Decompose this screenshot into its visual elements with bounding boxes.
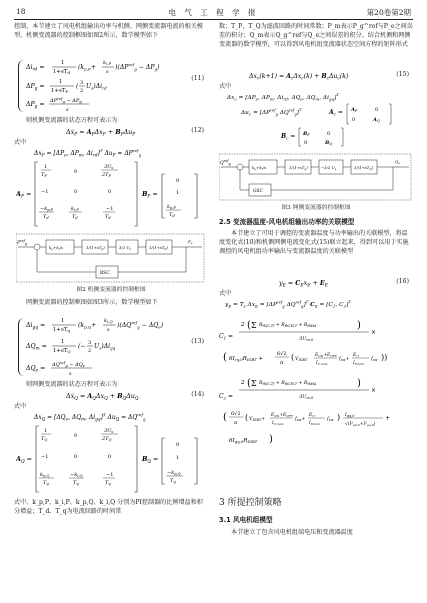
svg-text:2: 2 [80,88,84,94]
paragraph: 数；T_P、T_Q为滤波回路的时间常数；P_m表示P_g^ref与P_e之间误差的积分；Q_m表示Q_g^ref与Q_e之间误差的积分。结合机侧和网侧变流器的数学模型，可以得到风电机组变流器状态空间方程的矩阵形式 [219,23,413,48]
svg-text:kp+ki/s: $k_p+k_i/s$ [49,245,63,251]
issue-info: 第20卷第2期 [366,8,411,17]
svg-text:IC,nom: $I_{C,nom}$ [316,361,328,366]
svg-text:C2 =: $C_2$ = [219,393,234,401]
svg-text:TQ: $T_Q$ [41,436,48,442]
svg-text:Rth(C,T) + RthCH,T + RthHA: $R_{th(C,T)} + R_{thCH,T} + R_{thHA}$ [259,323,317,328]
svg-text:fsw: $f_{sw}$ [371,357,378,362]
svg-text:AQ: $A_Q$ [373,117,380,123]
paragraph: 式中，k_p,P、k_i,P、k_p,Q、k_i,Q 分别为PI控制器的比例增益和积分增益；T_d、T_q为电流回路的时间常 [14,499,203,515]
svg-text:3: 3 [80,80,84,86]
equation-14-vectors [34,410,204,422]
svg-text:Tq: $T_q$ [43,480,49,486]
svg-text:IF,nom: $I_{F,nom}$ [309,421,320,426]
svg-text:0: 0 [304,140,308,146]
svg-text:kp+ki/s: $k_p+k_i/s$ [252,165,266,171]
svg-text:Err: $E_{rr}$ [309,413,316,418]
svg-text:1: 1 [176,190,180,196]
svg-text:0: 0 [74,454,78,460]
svg-text:−kp,P: $-k_{p,P}$ [40,206,54,212]
svg-text:Tq: $T_q$ [170,478,176,484]
where-label: 式中 [219,290,232,297]
figure-3-caption: 图3 网侧变流器的控制框图 [281,205,351,211]
svg-text:+: + [385,415,391,422]
svg-text:0: 0 [375,107,379,113]
svg-text:0: 0 [74,189,78,195]
svg-text:ΔPrefg − ΔPg: $\Delta P^{ref}_g - \Delta P_g$ [50,96,82,104]
svg-text:3: 3 [88,340,92,346]
paragraph: 则机侧变流器的状态方程可表示为 [26,117,118,124]
svg-text:VIGBT: $V_{IGBT}$ [295,357,308,362]
svg-text:TP: $T_P$ [41,172,47,178]
svg-text:Σ: Σ [251,321,257,330]
svg-text:)(ΔQrefg − ΔQe): )$(\Delta Q^{ref}_g - \Delta Q_e)$ [117,320,164,330]
equation-12-vectors [34,146,204,158]
svg-text:1: 1 [44,428,48,434]
svg-text:(: ( [291,353,295,362]
svg-text:AP: $A_P$ [351,107,358,113]
svg-text:Σ: Σ [251,379,257,388]
svg-text:Δxc(k+1) = AcΔxc(k) + BcΔuc(k): $\Delta x_c(k+1) = A_c\Delta x_c(k) + B_c\Delta u_c(k)$ [249,73,349,81]
journal-name: 电 气 工 程 学 报 [168,8,259,17]
svg-text:(: ( [76,83,79,90]
svg-text:π: π [280,360,284,366]
svg-text:1/(1+sTQ): $1/(1+sT_Q)$ [354,165,374,171]
svg-text:ki,Q: $k_{i,Q}$ [104,318,113,324]
svg-text:−kp,Q: $-k_{p,Q}$ [167,470,181,476]
svg-text:BQ: $B_Q$ [325,140,333,146]
svg-text:2: 2 [88,348,92,354]
svg-text:Us)Δird: $U_s)\Delta i_{rd}$ [86,83,107,91]
svg-text:0: 0 [74,169,78,175]
svg-text:C1 =: $C_1$ = [219,333,234,341]
svg-text:Igq,0: $I_{gq,0}$ [345,413,355,418]
svg-text:0: 0 [108,454,112,460]
paragraph: 则网侧变流器的状态方程可表示为 [26,381,118,388]
header-rule [14,19,413,20]
svg-text:fsw: $f_{sw}$ [327,417,334,422]
svg-text:0: 0 [327,131,331,137]
paragraph: 网侧变流器的控制框图如图3所示，数学模型如下 [26,299,158,306]
svg-text:π: π [234,420,238,426]
svg-text:−1: −1 [106,206,114,212]
svg-text:3Um,0: $3U_{m,0}$ [299,336,314,342]
svg-text:kp,P: $k_{p,P}$ [167,204,176,210]
equation-number: (15) [396,71,409,78]
equation-c1-c2 [219,312,413,472]
figure-2-caption: 图2 机侧变流器的控制框图 [76,287,146,293]
matrix-ap-bp [16,160,206,228]
equation-11 [26,58,196,114]
svg-text:yE = CExE + EE: $y_E = C_Ex_E + E_E$ [279,279,328,288]
svg-text:Δxc = [ΔPe, ΔPm, Δird, ΔQe, ΔQ: $\Delta x_c = [\Delta P_e$, $\Delta P_m$, $\Delta i_{rd}$, $\Delta Q_e$, $\Delta Q_m$, $\Delta i_{gq}]^T$ [227,92,339,102]
svg-text:)): )) [381,353,388,362]
svg-text:ki,P: $k_{i,P}$ [71,206,79,212]
svg-text:IF,nom: $I_{F,nom}$ [353,361,364,366]
svg-text:Td: $T_d$ [43,214,49,220]
svg-text:1+sTP: 1+sTP [51,88,69,94]
svg-text:6Irq,0RIGBT +: 6Irq,0RIGBT + [229,356,264,362]
equation-15-vector [227,90,413,102]
svg-text:ki,P: $k_{i,P}$ [103,60,112,66]
svg-text:Pe: $P_e$ [188,239,193,245]
svg-text:AQ =: $A_Q$ = [16,455,32,465]
svg-text:1: 1 [61,318,65,324]
equation-13 [26,316,196,378]
svg-text:(: ( [245,413,249,422]
paragraph: 本节建立了可用于调控的变流器温度与功率输出的关联模型，将温度变化式(10)和机侧网侧电流变化式(15)联立起来，得到可以用于实施调控的风电机组功率输出与变流器温度的关联模型 [219,230,409,255]
svg-text:fsw+: $f_{sw}+$ [339,357,350,362]
equation-brace [18,60,25,112]
svg-text:ΔẋP = APΔxP + BPΔuP: Δẋ$_P$ = $A_P\Delta x_P + B_P\Delta u_P$ [66,128,136,137]
svg-text:−1: −1 [41,189,49,195]
svg-text:Td: $T_d$ [105,214,111,220]
svg-text:): ) [269,434,273,445]
svg-text:6Igq,0RIGBT: 6Igq,0RIGBT [229,438,258,444]
matrix-ac-bc [241,102,401,148]
svg-text:ΔxQ = [ΔQe, ΔQm, Δigq]T Δ: $\Delta x_Q = [\Delta Q_e$, $\Delta Q_m$, $\Delta i_{gq}]^T$ $\Delta u_Q = \Delta Q^{ref}_g$ [34,412,146,422]
svg-text:Δird =: $\Delta i_{rd}$ = [26,64,45,73]
svg-text:2: 2 [241,322,245,328]
svg-text:×: × [371,387,377,394]
svg-text:1: 1 [59,79,63,85]
svg-text:0: 0 [108,189,112,195]
svg-text:s: s [106,69,109,75]
equation-number: (14) [191,391,204,398]
svg-text:√(I²gd,0+I²gq,0): $√(I^2_{gd,0}+I^2_{gq,0})$ [345,422,376,427]
equation-brace [18,318,25,376]
svg-text:(: ( [223,352,227,363]
svg-text:6√2: 6√2 [231,411,241,417]
svg-text:0: 0 [176,178,180,184]
svg-text:(: ( [247,378,251,389]
svg-text:ΔQrefg − ΔQe: $\Delta Q^{ref}_g - \Delta Q_e$ [52,360,85,368]
equation-12 [66,125,166,137]
svg-text:(: ( [223,412,227,423]
svg-text:EON+EOFF: $E_{ON}+E_{OFF}$ [271,413,293,418]
equation-number: (13) [191,338,204,345]
equation-number: (11) [191,75,204,82]
svg-text:): ) [357,320,361,331]
section-3-heading: 3 所提控制策略 [219,498,282,508]
svg-text:3Us: $3U_s$ [104,164,114,170]
paragraph: 控制。本节建立了风电机组输出功率与机侧、网侧变流器电流的相关模型。机侧变流器的控制框图如图2所示，数学模型如下 [14,23,203,39]
svg-text:Qe: $Q_e$ [395,159,401,165]
svg-text:−3/2 Us: −3/2 $U_s$ [321,165,337,171]
svg-text:s: s [66,107,69,113]
svg-text:×: × [371,329,377,336]
svg-text:EON+EOFF: $E_{ON}+E_{OFF}$ [315,353,337,358]
svg-text:ΔPg =: $\Delta P_g$ = [26,83,45,92]
svg-text:ΔxP = [ΔPe, ΔPm, Δird]T Δ: $\Delta x_P = [\Delta P_e$, $\Delta P_m$, $\Delta i_{rd}]^T$ $\Delta u_P = \Delta P^{ref}_g$ [34,148,142,158]
where-label: 式中 [14,403,27,410]
svg-text:1+sTQ: 1+sTQ [53,348,71,354]
svg-text:0: 0 [352,117,356,123]
svg-text:Ac =: $A_c$ = [329,109,343,117]
svg-text:ΔQm =: $\Delta Q_m$ = [26,343,47,352]
svg-text:AP =: $A_P$ = [16,190,32,200]
equation-16 [279,276,369,288]
svg-text:(−: (− [78,343,86,350]
svg-text:s: s [69,371,72,377]
svg-text:ΔPg =: $\Delta P_g$ = [26,101,45,110]
svg-text:−1: −1 [106,472,114,478]
svg-text:1+sTd: 1+sTd [53,69,70,75]
svg-text:6√2: 6√2 [277,351,287,357]
svg-text:Tq: $T_q$ [105,480,111,486]
svg-text:Td: $T_d$ [72,214,78,220]
svg-text:(kp,Q+: ($k_{p,Q}+$ [78,322,97,330]
svg-text:Prefg: $P^{ref}_g$ [17,239,28,246]
figure-2-diagram [16,232,206,284]
where-label: 式中 [14,139,27,146]
where-label: 式中 [219,83,232,90]
svg-text:2: 2 [241,380,245,386]
svg-text:1+sTq: 1+sTq [53,327,70,333]
svg-text:3Um,0: $3U_{m,0}$ [299,394,314,400]
section-2-5-heading: 2.5 变流器温度-风电机组输出功率的关联模型 [219,218,355,226]
svg-text:ΔẋQ = AQΔxQ + BQΔuQ: Δẋ$_Q$ = $A_Q\Delta x_Q + B_Q\Delta u_Q$ [66,392,139,401]
svg-text:−1: −1 [41,454,49,460]
svg-text:BQ =: $B_Q$ = [142,455,159,465]
svg-text:s: s [107,327,110,333]
svg-text:): ) [337,413,341,422]
svg-text:GSC: GSC [253,189,263,194]
equation-15 [249,69,389,81]
svg-text:1/(1+sTP): $1/(1+sT_P)$ [149,245,168,251]
svg-text:kp,Q: $k_{p,Q}$ [40,472,50,478]
svg-text:(kp,P+: ($k_{p,P}+$ [78,64,96,72]
svg-text:): ) [357,378,361,389]
page-header [14,6,413,18]
svg-text:Δigq =: $\Delta i_{gq}$ = [26,322,46,331]
svg-text:(: ( [247,320,251,331]
svg-text:1: 1 [176,455,180,461]
svg-text:)(ΔPrefg − ΔPg): )$(\Delta P^{ref}_g - \Delta P_g)$ [115,62,160,72]
svg-text:Tq: $T_q$ [73,480,79,486]
svg-text:2TQ: $2T_Q$ [102,436,112,442]
svg-text:ΔQe =: $\Delta Q_e$ = [26,365,46,374]
svg-text:Td: $T_d$ [169,212,175,218]
svg-text:BP: $B_P$ [303,131,310,137]
matrix-aq-bq [16,424,206,494]
svg-text:Err: $E_{rr}$ [353,353,360,358]
svg-text:1/(1+sTd): $1/(1+sT_d)$ [86,245,105,251]
svg-text:Bc =: $B_c$ = [281,133,296,141]
svg-text:3Us: $3U_s$ [104,428,114,434]
svg-text:RSC: RSC [100,271,110,276]
svg-text:BP =: $B_P$ = [142,190,158,200]
svg-text:Qrefg: $Q^{ref}_g$ [220,159,231,166]
equation-number: (16) [396,278,409,285]
svg-text:1: 1 [44,164,48,170]
svg-text:−ki,Q: $-k_{i,Q}$ [70,472,83,478]
page-number: 18 [16,7,26,16]
svg-text:Δuc = [ΔPrefg ΔQrefg]T: $\Delta u_c = [\Delta P^{ref}_g$ $\Delta Q^{ref}_g]^T$ [241,107,302,117]
equation-14 [66,389,166,401]
svg-text:1: 1 [61,339,65,345]
equation-16-defs [225,296,413,310]
svg-text:1/(1+sTq): $1/(1+sT_q)$ [289,165,308,171]
svg-text:VIGBT+: $V_{IGBT}+$ [249,417,266,422]
svg-text:3/2 Us: 3/2 $U_s$ [119,245,132,251]
svg-text:2TP: $2T_P$ [102,172,111,178]
svg-text:Rth(C,T) + RthCH,T + RthHA: $R_{th(C,T)} + R_{thCH,T} + R_{thHA}$ [259,381,317,386]
svg-text:fsw+: $f_{sw}+$ [295,417,306,422]
svg-text:0: 0 [74,433,78,439]
section-3-1-heading: 3.1 风电机组模型 [219,516,273,524]
svg-text:1: 1 [61,60,65,66]
figure-3-diagram [219,152,413,202]
svg-text:Us)Δigq: $U_s)\Delta i_{gq}$ [94,343,116,351]
equation-number: (12) [191,127,204,134]
svg-text:IC,nom: $I_{C,nom}$ [272,421,284,426]
svg-text:yE = Ts ΔxE = [ΔPrefg ΔQre: $y_E = T_s$ $\Delta x_E = [\Delta P^{ref}_g$ $\Delta Q^{ref}_g]^T$ $C_E = [C_1$, $C_2]^T$ [225,299,351,309]
paragraph: 本节建立了包含风电机组端电压和变流器温度 [231,529,353,536]
svg-text:0: 0 [176,442,180,448]
